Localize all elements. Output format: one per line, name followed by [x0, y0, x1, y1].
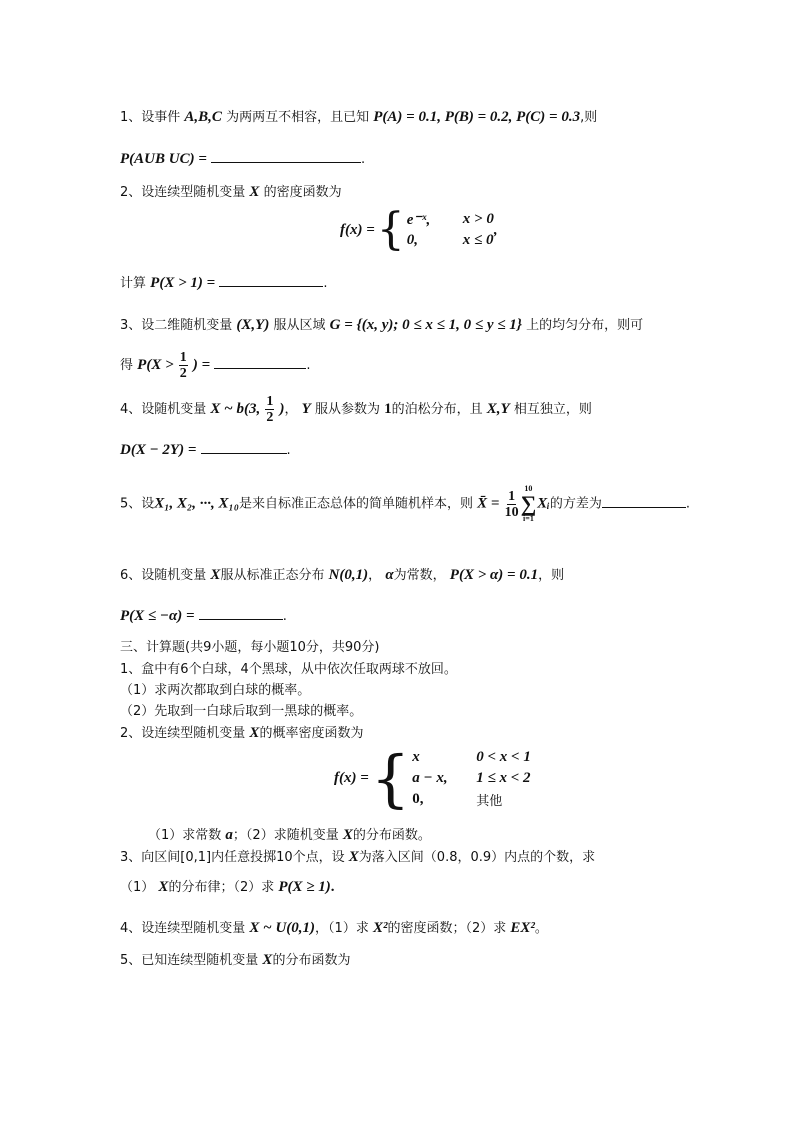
math: f(x) =: [340, 221, 375, 238]
text: ,则: [580, 110, 598, 125]
text: 的密度函数为: [263, 185, 342, 200]
math: A,B,C: [184, 109, 222, 125]
math: x > 0: [462, 211, 494, 227]
q3-line1: [120, 316, 643, 335]
answer-blank[interactable]: [219, 274, 323, 287]
math: α: [385, 567, 394, 583]
math: P(AUB UC) =: [120, 151, 207, 167]
sum-operator: [521, 484, 537, 524]
text: ，（1）求: [315, 921, 369, 936]
sum-upper-limit: 10: [524, 484, 533, 493]
sigma-icon: ∑: [520, 491, 537, 516]
text: 的密度函数；（2）求: [387, 921, 507, 936]
math: X: [342, 827, 353, 843]
math: 0,: [412, 791, 424, 807]
text: （1）: [120, 880, 155, 895]
text: ，: [284, 402, 298, 417]
text: 的泊松分布，且: [391, 402, 483, 417]
q6-line2: [120, 607, 287, 626]
math: X²: [372, 920, 388, 936]
math: e⁻ˣ,: [406, 212, 431, 228]
q2-line3: [120, 274, 327, 293]
p1-sub2: （2）先取到一白球后取到一黑球的概率。: [120, 704, 363, 719]
text: .: [323, 276, 328, 291]
math: f(x) =: [334, 770, 369, 786]
text: 服从区域: [273, 318, 326, 333]
p3-line2: [120, 878, 335, 897]
text: 2、设连续型随机变量: [120, 726, 246, 741]
section-heading: 三、计算题(共9小题，每小题10分，共90分): [120, 640, 380, 655]
q5-line1: [120, 484, 690, 524]
q2-line1: [120, 183, 342, 202]
p5-line1: [120, 951, 350, 970]
text: ，: [368, 568, 382, 583]
answer-blank[interactable]: [199, 607, 283, 620]
text: 的概率密度函数为: [259, 726, 364, 741]
denominator: 2: [266, 410, 274, 425]
math: P(X ≤ −α) =: [120, 608, 195, 624]
numerator: 1: [179, 350, 187, 365]
p1-sub1: （1）求两次都取到白球的概率。: [120, 683, 311, 698]
math: P(X > 1) =: [150, 275, 216, 291]
text: .: [286, 443, 291, 458]
text: 1、设事件: [120, 110, 181, 125]
math: X: [249, 725, 260, 741]
p2-questions: [148, 826, 431, 845]
math: X ~ U(0,1): [249, 920, 316, 936]
text: 4、设随机变量: [120, 402, 207, 417]
text: 服从参数为: [314, 402, 380, 417]
fraction: [265, 394, 274, 425]
text: 4、设连续型随机变量: [120, 921, 246, 936]
math: 0 < x < 1: [476, 749, 531, 765]
math: D(X − 2Y) =: [120, 442, 197, 458]
math: 0,: [406, 232, 419, 248]
math: 1 ≤ x < 2: [476, 770, 531, 786]
math: X: [210, 567, 221, 583]
denominator: 2: [179, 366, 187, 381]
case-row: [412, 768, 531, 789]
answer-blank[interactable]: [602, 495, 686, 508]
p2-piecewise: [334, 741, 531, 815]
text: 。: [534, 921, 548, 936]
text: 是来自标准正态总体的简单随机样本，则: [238, 496, 473, 512]
math: G = {(x, y); 0 ≤ x ≤ 1, 0 ≤ y ≤ 1}: [329, 317, 522, 333]
text: 计算: [120, 276, 147, 291]
math: P(X > α) = 0.1: [449, 567, 539, 583]
sum-lower-limit: i=1: [523, 514, 534, 523]
q4-line2: [120, 441, 291, 460]
math: P(X ≥ 1): [278, 879, 331, 895]
p1-text: 1、盒中有6个白球，4个黑球，从中依次任取两球不放回。: [120, 662, 457, 677]
brace-icon: {: [370, 741, 411, 815]
math: x: [412, 749, 420, 765]
text: .: [330, 879, 335, 895]
fraction: [179, 350, 188, 381]
q1-line2: [120, 150, 365, 169]
q2-piecewise: [340, 204, 498, 255]
text: 为常数，: [393, 568, 446, 583]
q3-line2: [120, 348, 310, 383]
text: 的分布律；（2）求: [168, 880, 275, 895]
text: .: [306, 358, 311, 373]
text: ,: [493, 221, 498, 238]
math: ) =: [192, 357, 211, 373]
text: 相互独立，则: [513, 402, 592, 417]
math: x ≤ 0: [462, 232, 494, 248]
text: ；（2）求随机变量: [232, 828, 339, 843]
text: 的分布函数为: [272, 953, 351, 968]
math: N(0,1): [328, 567, 369, 583]
answer-blank[interactable]: [201, 441, 287, 454]
text: 的分布函数。: [352, 828, 431, 843]
text: .: [361, 152, 366, 167]
text: （1）求常数: [148, 828, 222, 843]
text: 6、设随机变量: [120, 568, 207, 583]
p3-line1: [120, 848, 595, 867]
math: X,Y: [486, 401, 510, 417]
numerator: 1: [508, 488, 516, 504]
math: EX²: [510, 920, 535, 936]
p2-line1: [120, 724, 363, 743]
text: 为落入区间（0.8，0.9）内点的个数，求: [358, 850, 596, 865]
answer-blank[interactable]: [214, 356, 306, 369]
text: .: [282, 609, 287, 624]
math: X̄ =: [477, 495, 500, 512]
math: Y: [301, 401, 311, 417]
text: 的方差为: [549, 496, 602, 512]
math: X: [249, 184, 260, 200]
text: 3、设二维随机变量: [120, 318, 233, 333]
text: 上的均匀分布，则可: [526, 318, 644, 333]
answer-blank[interactable]: [211, 150, 361, 163]
case-row: [412, 789, 531, 810]
text: ，则: [538, 568, 565, 583]
math: X₁, X₂, ···, X₁₀: [154, 495, 239, 512]
math: P(A) = 0.1, P(B) = 0.2, P(C) = 0.3: [373, 109, 581, 125]
q1-line1: [120, 108, 597, 127]
fraction: [505, 489, 519, 520]
math: P(X >: [137, 357, 174, 373]
text: 为两两互不相容，且已知: [226, 110, 370, 125]
text: 2、设连续型随机变量: [120, 185, 246, 200]
math: Xᵢ: [537, 495, 550, 512]
q6-line1: [120, 566, 564, 585]
math: X: [158, 879, 169, 895]
math: a: [225, 827, 233, 843]
denominator: 10: [504, 504, 519, 520]
math: X ~ b(3,: [210, 401, 261, 417]
text: .: [685, 496, 690, 512]
text: 得: [120, 358, 134, 373]
text: 服从标准正态分布: [220, 568, 325, 583]
math: X: [262, 952, 273, 968]
p4-line1: [120, 919, 548, 938]
math: a − x,: [412, 770, 448, 786]
text: 其他: [476, 794, 503, 809]
math: 1: [384, 401, 392, 417]
text: 5、已知连续型随机变量: [120, 953, 259, 968]
q4-line1: [120, 392, 592, 427]
numerator: 1: [266, 394, 274, 409]
math: X: [348, 849, 359, 865]
case-row: [412, 747, 531, 768]
text: 5、设: [120, 496, 155, 512]
math: ): [279, 401, 285, 417]
text: 3、向区间[0,1]内任意投掷10个点，设: [120, 850, 345, 865]
brace-icon: {: [376, 204, 405, 255]
math: (X,Y): [236, 317, 270, 333]
